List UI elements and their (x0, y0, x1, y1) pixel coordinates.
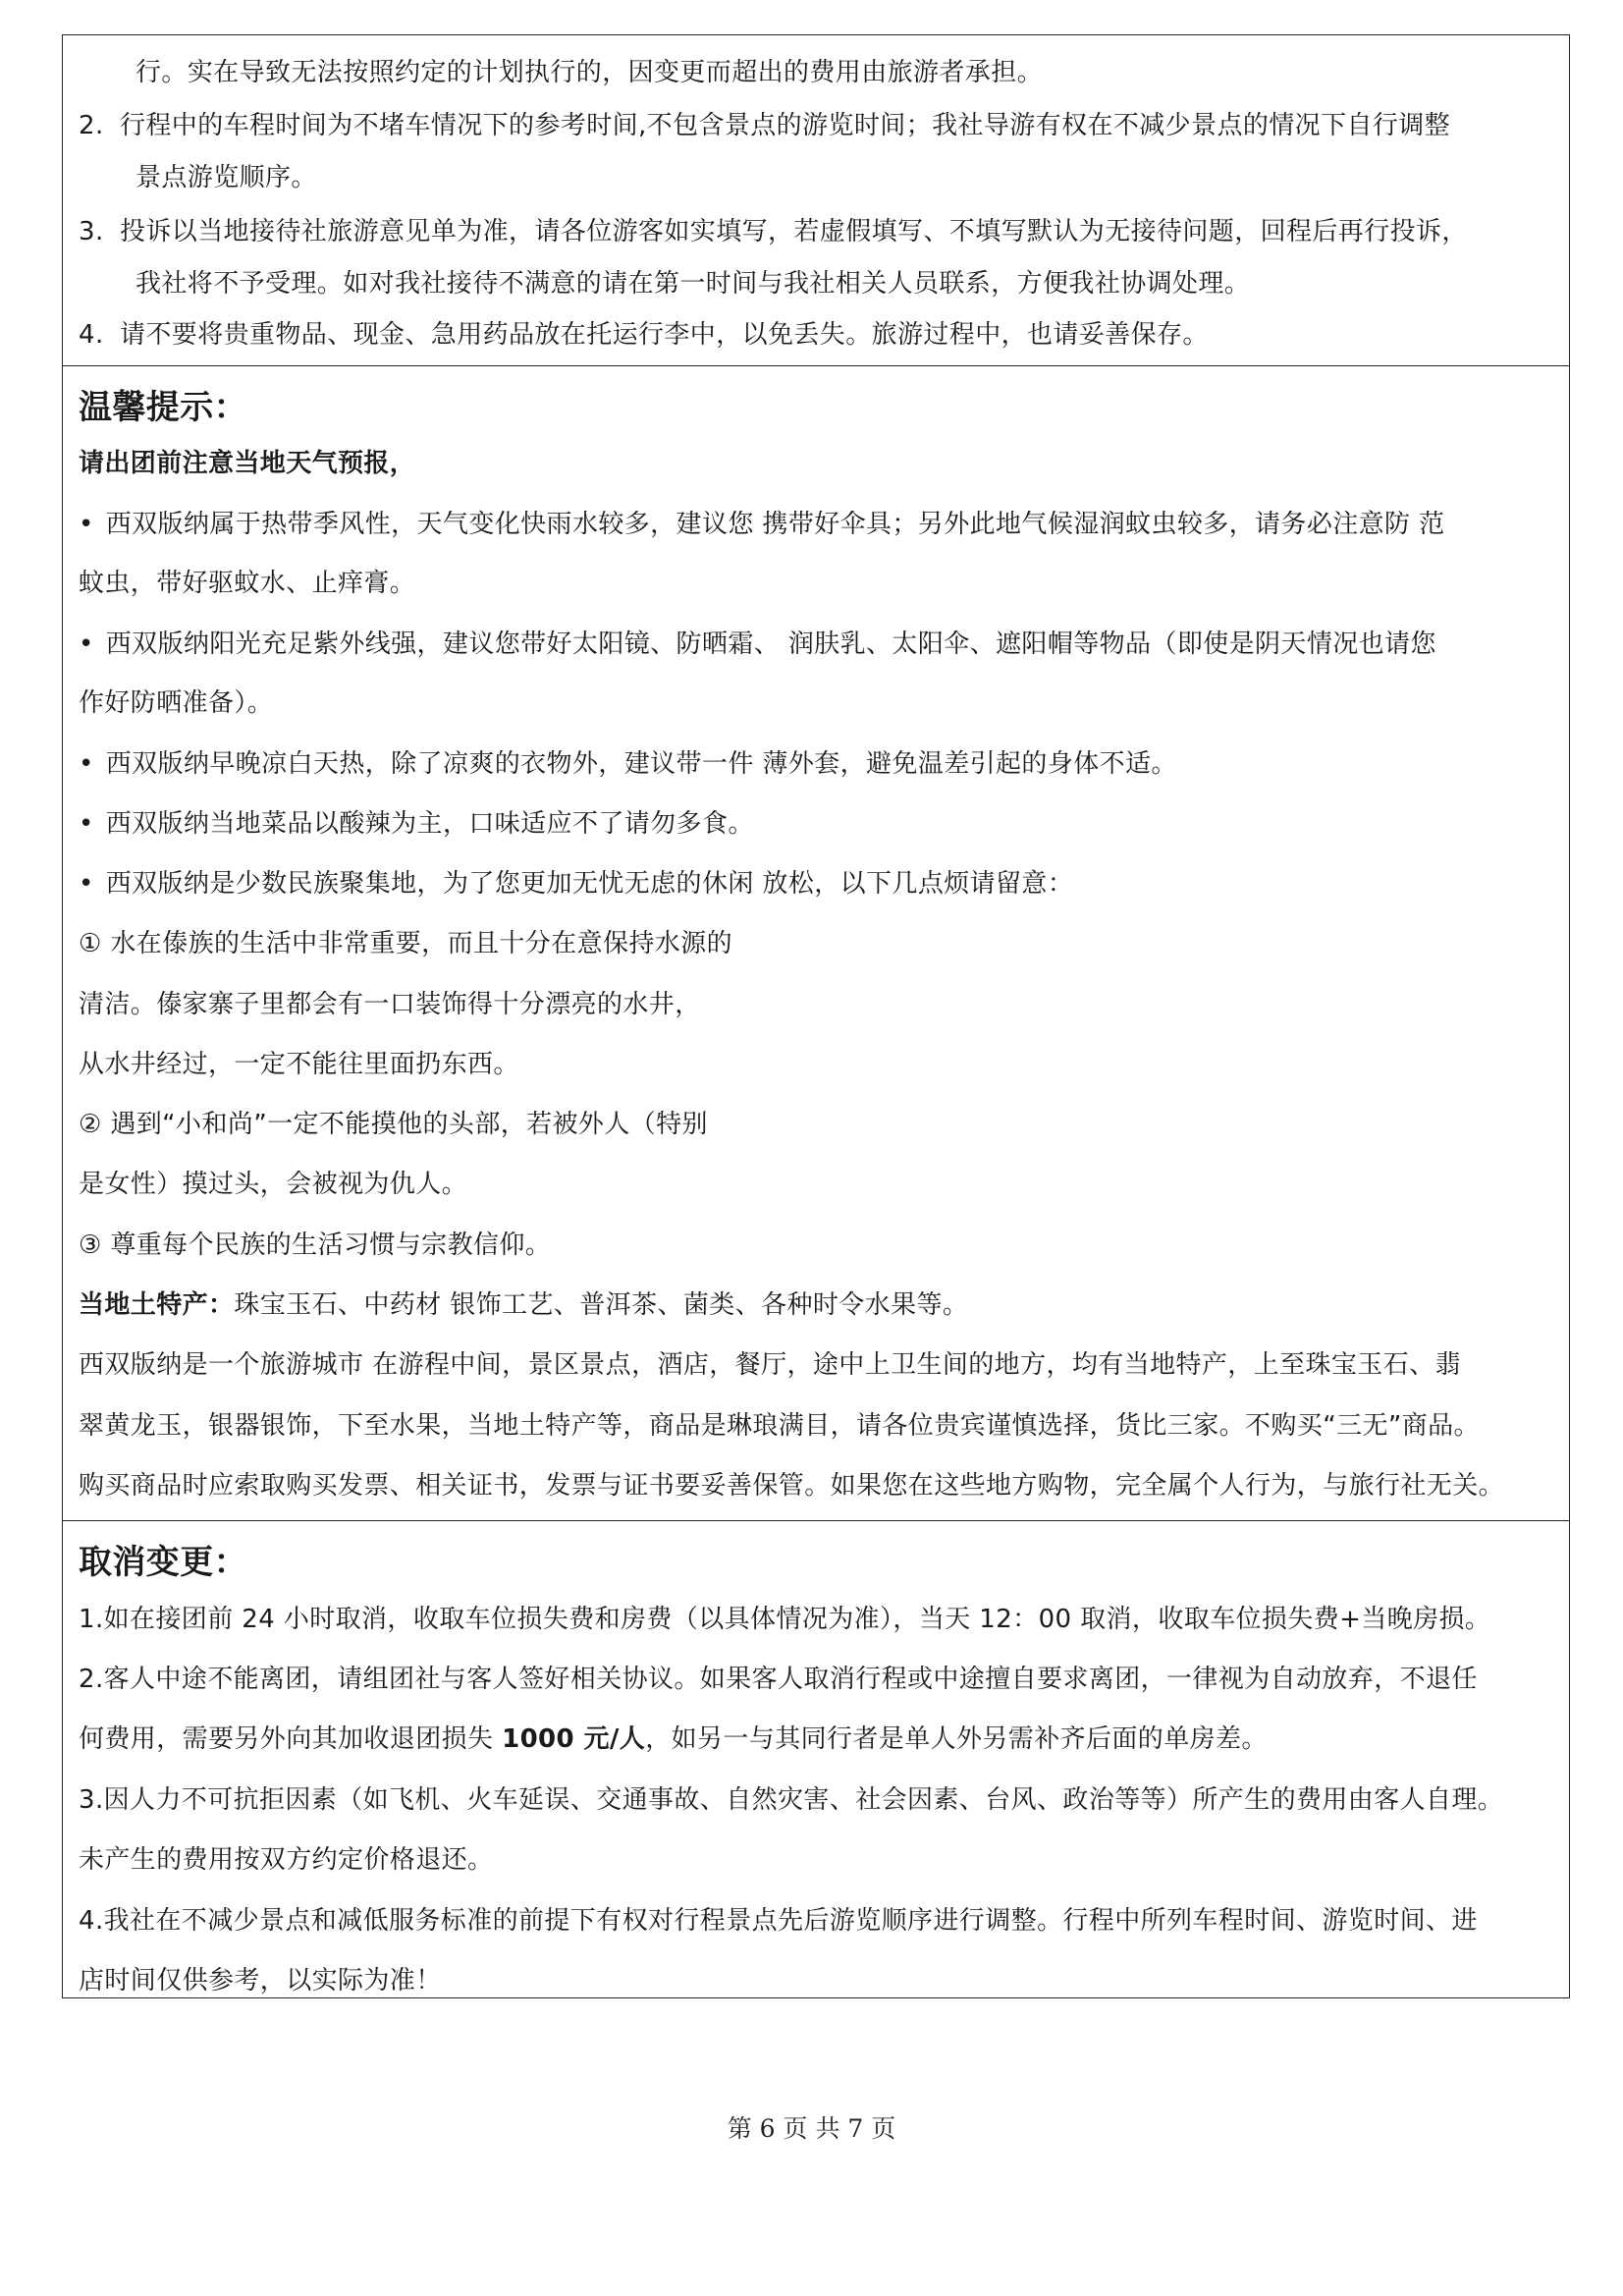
custom-item-2: ② 遇到“小和尚”一定不能摸他的头部，若被外人（特别 (79, 1110, 708, 1139)
custom-item-2-cont: 是女性）摸过头，会被视为仇人。 (79, 1170, 468, 1199)
notes-item-3 (79, 214, 1559, 249)
item-text: 请不要将贵重物品、现金、急用药品放在托运行李中，以免丢失。旅游过程中，也请妥善保存。 (120, 320, 1209, 350)
item-text: 行程中的车程时间为不堵车情况下的参考时间,不包含景点的游览时间；我社导游有权在不减少景点的情况下自行调整 (120, 111, 1451, 140)
tip-bullet-1 (79, 507, 1559, 542)
custom-item-1-cont2: 从水井经过，一定不能往里面扔东西。 (79, 1050, 519, 1079)
notes-line-continued: 行。实在导致无法按照约定的计划执行的，因变更而超出的费用由旅游者承担。 (135, 58, 1044, 87)
shopping-note-2: 翠黄龙玉，银器银饰，下至水果，当地土特产等，商品是琳琅满目，请各位贵宾谨慎选择，货比三家。不购买“三无”商品。 (79, 1411, 1480, 1441)
notes-item-3-cont: 我社将不予受理。如对我社接待不满意的请在第一时间与我社相关人员联系，方便我社协调处理。 (135, 269, 1251, 299)
custom-item-3: ③ 尊重每个民族的生活习惯与宗教信仰。 (79, 1230, 552, 1260)
item-text: 投诉以当地接待社旅游意见单为准，请各位游客如实填写，若虚假填写、不填写默认为无接待问题，回程后再行投诉， (120, 217, 1468, 246)
notes-item-2-cont: 景点游览顺序。 (135, 163, 317, 192)
tip-bullet-3 (79, 746, 1559, 782)
tip-text: 西双版纳早晚凉白天热，除了凉爽的衣物外，建议带一件 薄外套，避免温差引起的身体不适。 (105, 749, 1177, 779)
tip-bullet-2 (79, 627, 1559, 662)
shopping-note-1: 西双版纳是一个旅游城市 在游程中间，景区景点，酒店，餐厅，途中上卫生间的地方，均有当地特产，上至珠宝玉石、翡 (79, 1350, 1461, 1380)
cancel-policy-4-cont: 店时间仅供参考，以实际为准！ (79, 1966, 442, 1995)
cancel-policy-3-cont: 未产生的费用按双方约定价格退还。 (79, 1845, 494, 1875)
custom-item-1-cont: 清洁。傣家寨子里都会有一口装饰得十分漂亮的水井， (79, 990, 701, 1019)
tip-bullet-4 (79, 806, 1559, 842)
page-number: 第 6 页 共 7 页 (727, 2114, 896, 2143)
cancel-section (63, 1520, 1569, 1997)
notes-item-2 (79, 108, 1559, 143)
cancel-policy-3: 3.因人力不可抗拒因素（如飞机、火车延误、交通事故、自然灾害、社会因素、台风、政治等等）所产生的费用由客人自理。 (79, 1785, 1504, 1815)
cancel-policy-2: 2.客人中途不能离团，请组团社与客人签好相关协议。如果客人取消行程或中途擅自要求离团，一律视为自动放弃，不退任 (79, 1665, 1478, 1694)
penalty-amount: 1000 元/人 (502, 1724, 646, 1754)
bullet-icon: • (79, 510, 94, 539)
custom-item-1: ① 水在傣族的生活中非常重要，而且十分在意保持水源的 (79, 929, 732, 958)
tip-bullet-2-cont: 作好防晒准备）。 (79, 688, 274, 718)
weather-notice: 请出团前注意当地天气预报， (79, 449, 416, 478)
item-number: 2. (79, 111, 104, 140)
cancel-policy-2-cont (79, 1722, 1559, 1757)
item-number: 4. (79, 320, 104, 350)
tip-text: 西双版纳属于热带季风性，天气变化快雨水较多，建议您 携带好伞具；另外此地气候湿润蚊虫较多，请务必注意防 范 (105, 510, 1445, 539)
tips-section (63, 365, 1569, 1521)
policy-text: ，如另一与其同行者是单人外另需补齐后面的单房差。 (645, 1724, 1268, 1754)
bullet-icon: • (79, 809, 94, 839)
notes-item-4 (79, 317, 1559, 353)
local-specialty (79, 1287, 1559, 1323)
item-number: 3. (79, 217, 104, 246)
tips-title: 温馨提示： (79, 388, 247, 427)
tip-bullet-1-cont: 蚊虫，带好驱蚊水、止痒膏。 (79, 569, 416, 598)
cancel-policy-4: 4.我社在不减少景点和减低服务标准的前提下有权对行程景点先后游览顺序进行调整。行程中所列车程时间、游览时间、进 (79, 1906, 1478, 1936)
bullet-icon: • (79, 749, 94, 779)
specialty-text: 珠宝玉石、中药材 银饰工艺、普洱茶、菌类、各种时令水果等。 (234, 1290, 969, 1320)
tip-bullet-5 (79, 866, 1559, 902)
notes-section (63, 35, 1569, 365)
tip-text: 西双版纳阳光充足紫外线强，建议您带好太阳镜、防晒霜、 润肤乳、太阳伞、遮阳帽等物品（即使是阴天情况也请您 (105, 629, 1436, 659)
shopping-note-3: 购买商品时应索取购买发票、相关证书，发票与证书要妥善保管。如果您在这些地方购物，完全属个人行为，与旅行社无关。 (79, 1471, 1505, 1501)
tip-text: 西双版纳当地菜品以酸辣为主，口味适应不了请勿多食。 (105, 809, 754, 839)
policy-text: 何费用，需要另外向其加收退团损失 (79, 1724, 503, 1754)
cancel-policy-1: 1.如在接团前 24 小时取消，收取车位损失费和房费（以具体情况为准），当天 12：00 取消，收取车位损失费+当晚房损。 (79, 1605, 1491, 1634)
tip-text: 西双版纳是少数民族聚集地，为了您更加无忧无虑的休闲 放松，以下几点烦请留意： (105, 869, 1074, 899)
specialty-label: 当地土特产： (79, 1290, 235, 1320)
cancel-title: 取消变更： (79, 1543, 247, 1582)
bullet-icon: • (79, 629, 94, 659)
bullet-icon: • (79, 869, 94, 899)
document-frame (62, 34, 1570, 1998)
